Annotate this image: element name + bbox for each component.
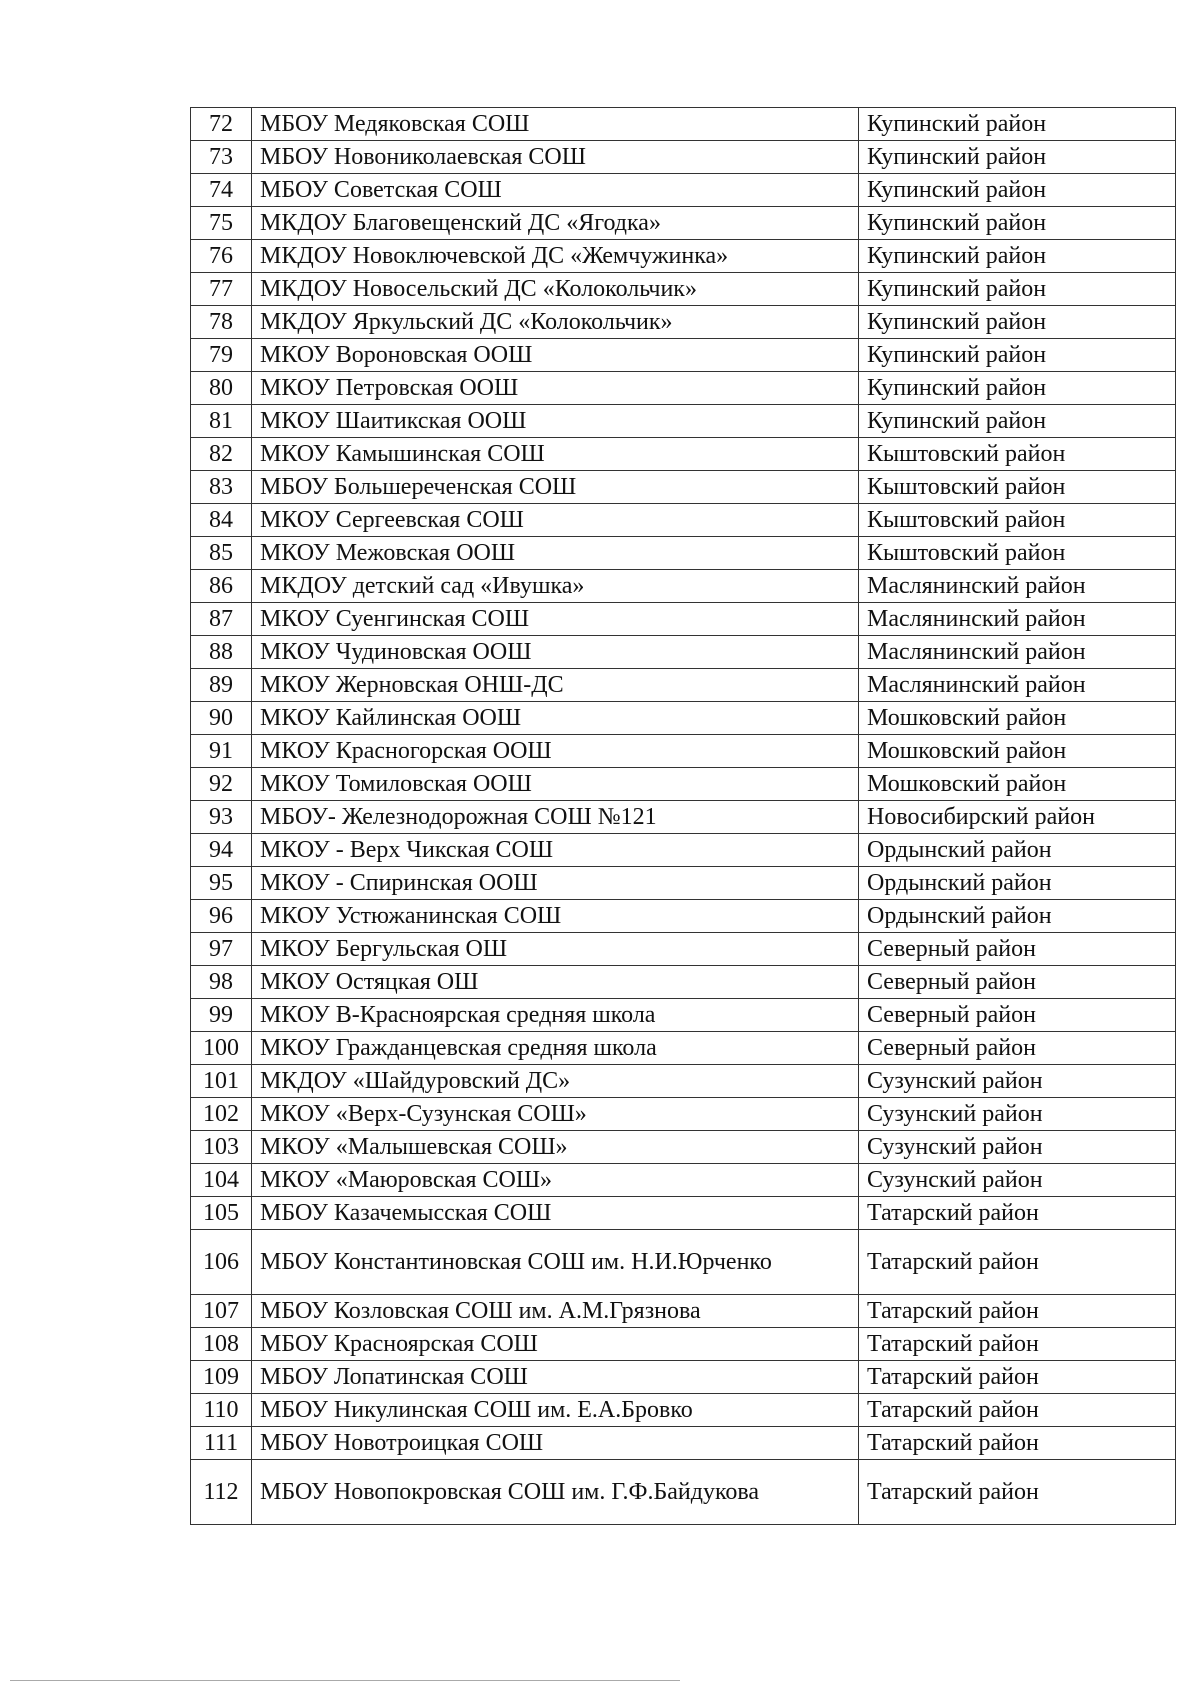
table-body	[191, 108, 1176, 1525]
district-cell: Татарский район	[859, 1197, 1176, 1230]
organization-name-cell: МКОУ Красногорская ООШ	[252, 735, 859, 768]
row-number-cell: 86	[191, 570, 252, 603]
organization-name-cell: МБОУ- Железнодорожная СОШ №121	[252, 801, 859, 834]
row-number-cell: 75	[191, 207, 252, 240]
table-row	[191, 1427, 1176, 1460]
organization-name-cell: МБОУ Новопокровская СОШ им. Г.Ф.Байдукова	[252, 1460, 859, 1525]
table-row	[191, 471, 1176, 504]
district-cell: Кыштовский район	[859, 537, 1176, 570]
table-row	[191, 1098, 1176, 1131]
row-number-cell: 87	[191, 603, 252, 636]
district-cell: Маслянинский район	[859, 603, 1176, 636]
table-row	[191, 1295, 1176, 1328]
district-cell: Сузунский район	[859, 1131, 1176, 1164]
district-cell: Ордынский район	[859, 834, 1176, 867]
table-row	[191, 273, 1176, 306]
district-cell: Мошковский район	[859, 735, 1176, 768]
organization-name-cell: МКОУ Кайлинская ООШ	[252, 702, 859, 735]
table-row	[191, 1361, 1176, 1394]
row-number-cell: 98	[191, 966, 252, 999]
district-cell: Татарский район	[859, 1394, 1176, 1427]
organization-name-cell: МКДОУ Благовещенский ДС «Ягодка»	[252, 207, 859, 240]
table-row	[191, 900, 1176, 933]
district-cell: Татарский район	[859, 1460, 1176, 1525]
row-number-cell: 101	[191, 1065, 252, 1098]
organization-name-cell: МКОУ Вороновская ООШ	[252, 339, 859, 372]
table-row	[191, 636, 1176, 669]
table-row	[191, 240, 1176, 273]
row-number-cell: 106	[191, 1230, 252, 1295]
organization-name-cell: МБОУ Советская СОШ	[252, 174, 859, 207]
district-cell: Северный район	[859, 1032, 1176, 1065]
table-row	[191, 702, 1176, 735]
organization-name-cell: МБОУ Козловская СОШ им. А.М.Грязнова	[252, 1295, 859, 1328]
organization-name-cell: МКОУ «Маюровская СОШ»	[252, 1164, 859, 1197]
district-cell: Татарский район	[859, 1295, 1176, 1328]
organization-name-cell: МКОУ Гражданцевская средняя школа	[252, 1032, 859, 1065]
table-row	[191, 372, 1176, 405]
table-row	[191, 207, 1176, 240]
table-row	[191, 669, 1176, 702]
organizations-table	[190, 107, 1176, 1525]
row-number-cell: 91	[191, 735, 252, 768]
organization-name-cell: МКОУ Сергеевская СОШ	[252, 504, 859, 537]
table-row	[191, 570, 1176, 603]
table-row	[191, 1131, 1176, 1164]
table-row	[191, 933, 1176, 966]
district-cell: Татарский район	[859, 1427, 1176, 1460]
table-row	[191, 438, 1176, 471]
row-number-cell: 103	[191, 1131, 252, 1164]
district-cell: Кыштовский район	[859, 438, 1176, 471]
row-number-cell: 108	[191, 1328, 252, 1361]
organization-name-cell: МКОУ Чудиновская ООШ	[252, 636, 859, 669]
row-number-cell: 80	[191, 372, 252, 405]
organization-name-cell: МКДОУ Яркульский ДС «Колокольчик»	[252, 306, 859, 339]
row-number-cell: 76	[191, 240, 252, 273]
district-cell: Ордынский район	[859, 867, 1176, 900]
district-cell: Северный район	[859, 999, 1176, 1032]
table-row	[191, 735, 1176, 768]
row-number-cell: 81	[191, 405, 252, 438]
row-number-cell: 102	[191, 1098, 252, 1131]
organization-name-cell: МБОУ Никулинская СОШ им. Е.А.Бровко	[252, 1394, 859, 1427]
row-number-cell: 96	[191, 900, 252, 933]
district-cell: Мошковский район	[859, 702, 1176, 735]
table-row	[191, 801, 1176, 834]
row-number-cell: 97	[191, 933, 252, 966]
district-cell: Ордынский район	[859, 900, 1176, 933]
table-row	[191, 867, 1176, 900]
district-cell: Купинский район	[859, 108, 1176, 141]
district-cell: Купинский район	[859, 339, 1176, 372]
district-cell: Купинский район	[859, 174, 1176, 207]
table-row	[191, 537, 1176, 570]
organization-name-cell: МКОУ - Верх Чикская СОШ	[252, 834, 859, 867]
organization-name-cell: МКОУ Суенгинская СОШ	[252, 603, 859, 636]
table-row	[191, 1460, 1176, 1525]
district-cell: Маслянинский район	[859, 669, 1176, 702]
district-cell: Татарский район	[859, 1328, 1176, 1361]
district-cell: Северный район	[859, 966, 1176, 999]
row-number-cell: 99	[191, 999, 252, 1032]
organization-name-cell: МКОУ Устюжанинская СОШ	[252, 900, 859, 933]
table-row	[191, 1328, 1176, 1361]
table-row	[191, 966, 1176, 999]
row-number-cell: 104	[191, 1164, 252, 1197]
row-number-cell: 100	[191, 1032, 252, 1065]
row-number-cell: 95	[191, 867, 252, 900]
organization-name-cell: МКОУ «Малышевская СОШ»	[252, 1131, 859, 1164]
organization-name-cell: МКОУ Бергульская ОШ	[252, 933, 859, 966]
organization-name-cell: МБОУ Новотроицкая СОШ	[252, 1427, 859, 1460]
district-cell: Татарский район	[859, 1230, 1176, 1295]
table-row	[191, 504, 1176, 537]
footer-divider	[10, 1680, 680, 1681]
organization-name-cell: МБОУ Казачемысская СОШ	[252, 1197, 859, 1230]
table-row	[191, 834, 1176, 867]
row-number-cell: 109	[191, 1361, 252, 1394]
table-row	[191, 1164, 1176, 1197]
table-row	[191, 1230, 1176, 1295]
district-cell: Северный район	[859, 933, 1176, 966]
row-number-cell: 78	[191, 306, 252, 339]
organization-name-cell: МКОУ Жерновская ОНШ-ДС	[252, 669, 859, 702]
district-cell: Маслянинский район	[859, 570, 1176, 603]
organization-name-cell: МБОУ Константиновская СОШ им. Н.И.Юрченко	[252, 1230, 859, 1295]
district-cell: Кыштовский район	[859, 471, 1176, 504]
table-row	[191, 1197, 1176, 1230]
district-cell: Сузунский район	[859, 1164, 1176, 1197]
row-number-cell: 82	[191, 438, 252, 471]
district-cell: Купинский район	[859, 405, 1176, 438]
organization-name-cell: МКОУ Остяцкая ОШ	[252, 966, 859, 999]
row-number-cell: 77	[191, 273, 252, 306]
district-cell: Купинский район	[859, 240, 1176, 273]
row-number-cell: 84	[191, 504, 252, 537]
row-number-cell: 73	[191, 141, 252, 174]
organization-name-cell: МКОУ Петровская ООШ	[252, 372, 859, 405]
district-cell: Сузунский район	[859, 1065, 1176, 1098]
district-cell: Купинский район	[859, 372, 1176, 405]
organization-name-cell: МКОУ «Верх-Сузунская СОШ»	[252, 1098, 859, 1131]
row-number-cell: 112	[191, 1460, 252, 1525]
organization-name-cell: МБОУ Красноярская СОШ	[252, 1328, 859, 1361]
organization-name-cell: МКОУ Камышинская СОШ	[252, 438, 859, 471]
organization-name-cell: МКОУ - Спиринская ООШ	[252, 867, 859, 900]
table-row	[191, 108, 1176, 141]
table-row	[191, 768, 1176, 801]
row-number-cell: 83	[191, 471, 252, 504]
table-row	[191, 603, 1176, 636]
district-cell: Маслянинский район	[859, 636, 1176, 669]
row-number-cell: 105	[191, 1197, 252, 1230]
row-number-cell: 90	[191, 702, 252, 735]
district-cell: Татарский район	[859, 1361, 1176, 1394]
organization-name-cell: МКОУ Шаитикская ООШ	[252, 405, 859, 438]
organization-name-cell: МКОУ Томиловская ООШ	[252, 768, 859, 801]
organization-name-cell: МКДОУ Новосельский ДС «Колокольчик»	[252, 273, 859, 306]
organization-name-cell: МКОУ В-Красноярская средняя школа	[252, 999, 859, 1032]
row-number-cell: 110	[191, 1394, 252, 1427]
row-number-cell: 94	[191, 834, 252, 867]
organization-name-cell: МБОУ Новониколаевская СОШ	[252, 141, 859, 174]
organization-name-cell: МБОУ Большереченская СОШ	[252, 471, 859, 504]
row-number-cell: 107	[191, 1295, 252, 1328]
table-row	[191, 306, 1176, 339]
table-row	[191, 1394, 1176, 1427]
district-cell: Сузунский район	[859, 1098, 1176, 1131]
table-row	[191, 141, 1176, 174]
district-cell: Кыштовский район	[859, 504, 1176, 537]
table-row	[191, 999, 1176, 1032]
organization-name-cell: МКДОУ детский сад «Ивушка»	[252, 570, 859, 603]
row-number-cell: 88	[191, 636, 252, 669]
table-row	[191, 339, 1176, 372]
table-row	[191, 405, 1176, 438]
table-row	[191, 1065, 1176, 1098]
district-cell: Новосибирский район	[859, 801, 1176, 834]
row-number-cell: 72	[191, 108, 252, 141]
district-cell: Купинский район	[859, 273, 1176, 306]
organization-name-cell: МКДОУ «Шайдуровский ДС»	[252, 1065, 859, 1098]
row-number-cell: 74	[191, 174, 252, 207]
row-number-cell: 93	[191, 801, 252, 834]
district-cell: Мошковский район	[859, 768, 1176, 801]
district-cell: Купинский район	[859, 141, 1176, 174]
row-number-cell: 89	[191, 669, 252, 702]
table-row	[191, 1032, 1176, 1065]
table-row	[191, 174, 1176, 207]
district-cell: Купинский район	[859, 306, 1176, 339]
organization-name-cell: МКДОУ Новоключевской ДС «Жемчужинка»	[252, 240, 859, 273]
row-number-cell: 111	[191, 1427, 252, 1460]
row-number-cell: 92	[191, 768, 252, 801]
organization-name-cell: МБОУ Медяковская СОШ	[252, 108, 859, 141]
row-number-cell: 85	[191, 537, 252, 570]
district-cell: Купинский район	[859, 207, 1176, 240]
organization-name-cell: МБОУ Лопатинская СОШ	[252, 1361, 859, 1394]
organization-name-cell: МКОУ Межовская ООШ	[252, 537, 859, 570]
row-number-cell: 79	[191, 339, 252, 372]
